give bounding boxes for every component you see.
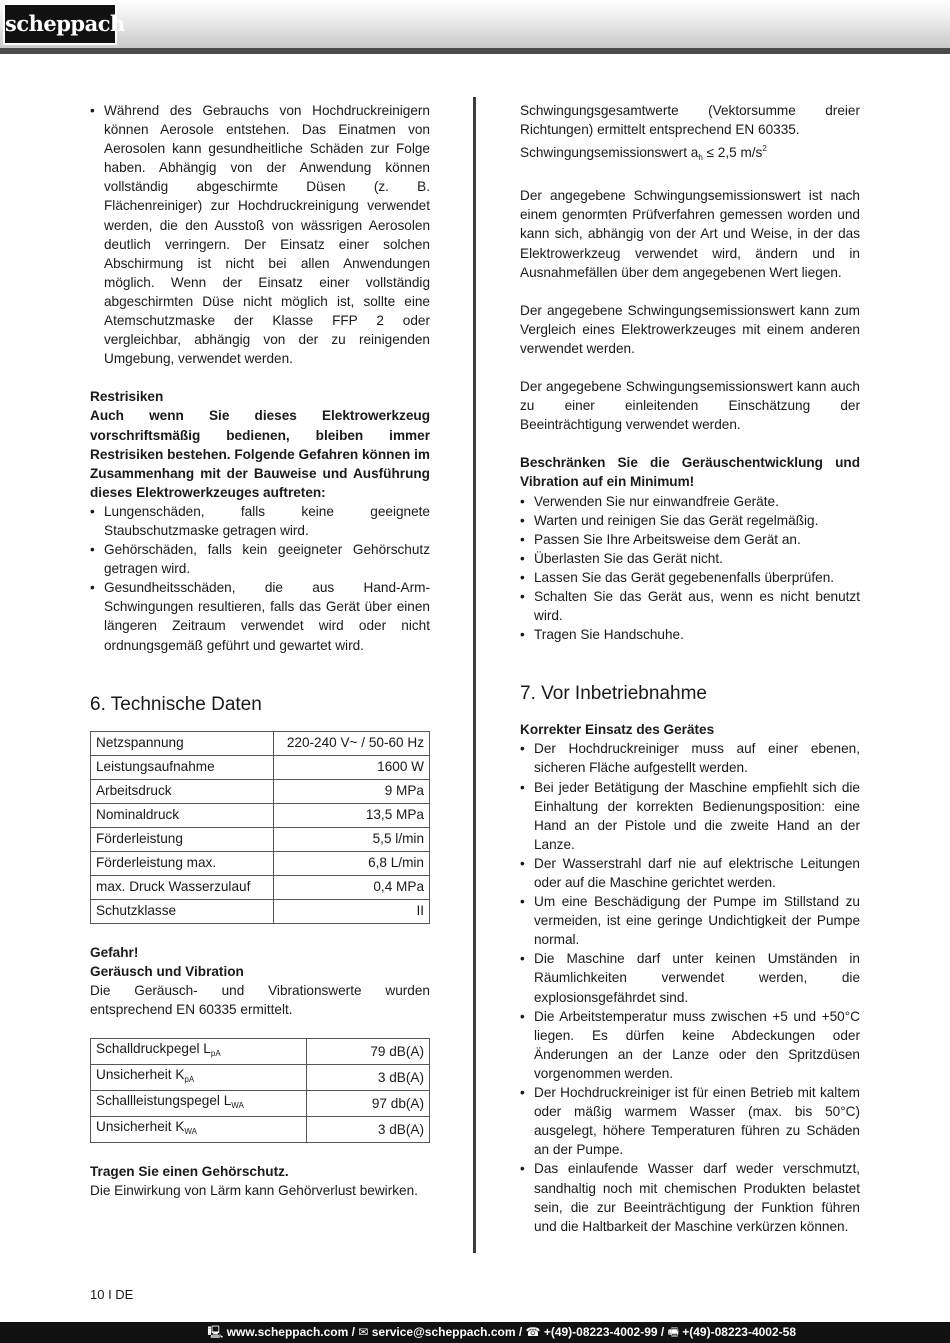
- table-cell-label: Schalldruckpegel $L_{pA}$: [91, 1039, 307, 1065]
- aerosol-list: [90, 101, 430, 368]
- table-cell-label: Leistungsaufnahme: [91, 755, 274, 779]
- table-cell-label: Förderleistung: [91, 827, 274, 851]
- list-item: • Tragen Sie Handschuhe.: [520, 625, 860, 644]
- fax-number: +(49)-08223-4002-58: [682, 1325, 796, 1339]
- table-cell-label: Förderleistung max.: [91, 851, 274, 875]
- table-cell-value: 79 dB(A): [307, 1039, 430, 1065]
- list-item: • Die Arbeitstemperatur muss zwischen +5 und +50°C liegen. Es dürfen keine Abdeckungen oder Änderungen an der Lanze oder den Spritzdüsen vorgenommen werden.: [520, 1007, 860, 1083]
- vibration-value: Schwingungsemissionswert $a_h \le 2,5$ $m/s^2$: [520, 144, 767, 163]
- table-cell-value: II: [274, 899, 430, 923]
- table-row: [91, 875, 430, 899]
- list-item: • Schalten Sie das Gerät aus, wenn es nicht benutzt wird.: [520, 587, 860, 625]
- table-cell-value: 1600 W: [274, 755, 430, 779]
- list-item: • Bei jeder Betätigung der Maschine empfiehlt sich die Einhaltung der korrekten Bedienungsposition: eine Hand an der Pistole und die zweite Hand an der Lanze.: [520, 778, 860, 854]
- header-bar: [0, 0, 950, 48]
- page-number: 10 I DE: [90, 1287, 134, 1302]
- technical-data-table: [90, 731, 430, 924]
- table-cell-label: Unsicherheit $K_{WA}$: [91, 1117, 307, 1143]
- list-item: • Passen Sie Ihre Arbeitsweise dem Gerät an.: [520, 530, 860, 549]
- correct-use-list: [520, 739, 860, 1235]
- restrisiken-list: [90, 502, 430, 655]
- table-cell-value: 13,5 MPa: [274, 803, 430, 827]
- table-cell-value: 6,8 L/min: [274, 851, 430, 875]
- section-7-title: 7. Vor Inbetriebnahme: [520, 683, 707, 705]
- table-cell-value: 3 dB(A): [307, 1117, 430, 1143]
- list-item: • Der Hochdruckreiniger ist für einen Betrieb mit kaltem oder mäßig warmem Wasser (max. bis 50°C) ausgelegt, höhere Temperaturen führen zu Schäden an der Pumpe.: [520, 1083, 860, 1159]
- vibration-paragraph: Der angegebene Schwingungsemissionswert kann zum Vergleich eines Elektrowerkzeuges mit einem anderen verwendet werden.: [520, 302, 860, 356]
- vibration-paragraph: Der angegebene Schwingungsemissionswert kann auch zu einer einleitenden Einschätzung der Beeinträchtigung verwendet werden.: [520, 379, 860, 433]
- table-cell-value: 5,5 l/min: [274, 827, 430, 851]
- table-cell-value: 3 dB(A): [307, 1065, 430, 1091]
- email-link[interactable]: service@scheppach.com /: [371, 1325, 523, 1339]
- column-divider: [473, 97, 476, 1253]
- footer-contact: [207, 1322, 796, 1343]
- table-row: [91, 779, 430, 803]
- noise-text: Die Geräusch- und Vibrationswerte wurden entsprechend EN 60335 ermittelt.: [90, 982, 430, 1017]
- brand-logo: scheppach: [3, 3, 117, 45]
- danger-label: Gefahr!: [90, 944, 139, 960]
- list-item: • Verwenden Sie nur einwandfreie Geräte.: [520, 492, 860, 511]
- table-cell-label: Arbeitsdruck: [91, 779, 274, 803]
- list-item: • Das einlaufende Wasser darf weder verschmutzt, sandhaltig noch mit chemischen Produkten belastet sein, die zur Beeinträchtigung der Funktion führen und die Haltbarkeit der Maschine verkürzen können.: [520, 1159, 860, 1235]
- table-row: [91, 827, 430, 851]
- list-item: • Lungenschäden, falls keine geeignete Staubschutzmaske getragen wird.: [90, 502, 430, 540]
- header-divider: [0, 48, 950, 54]
- table-cell-value: 97 db(A): [307, 1091, 430, 1117]
- table-row: [91, 1065, 430, 1091]
- correct-use-heading: Korrekter Einsatz des Gerätes: [520, 722, 715, 738]
- restrisiken-intro: Auch wenn Sie dieses Elektrowerkzeug vorschriftsmäßig bedienen, bleiben immer Restrisiken bestehen. Folgende Gefahren können im Zusammenhang mit der Bauweise und Ausführung dieses Elektrowerkzeuges auftreten:: [90, 408, 430, 500]
- table-row: [91, 803, 430, 827]
- table-row: [91, 899, 430, 923]
- hearing-heading: Tragen Sie einen Gehörschutz.: [90, 1164, 289, 1179]
- table-row: [91, 1039, 430, 1065]
- list-item: • Der Wasserstrahl darf nie auf elektrische Leitungen oder auf die Maschine gerichtet werden.: [520, 854, 860, 892]
- list-item: • Überlasten Sie das Gerät nicht.: [520, 549, 860, 568]
- table-cell-label: Netzspannung: [91, 731, 274, 755]
- table-row: [91, 1091, 430, 1117]
- table-row: [91, 755, 430, 779]
- phone-number: +(49)-08223-4002-99 /: [543, 1325, 665, 1339]
- table-row: [91, 1117, 430, 1143]
- fax-icon: 🖷: [667, 1325, 679, 1339]
- mail-icon: ✉: [358, 1325, 369, 1339]
- table-cell-label: Unsicherheit $K_{pA}$: [91, 1065, 307, 1091]
- hearing-text: Die Einwirkung von Lärm kann Gehörverlust bewirken.: [90, 1183, 418, 1199]
- table-cell-label: Schutzklasse: [91, 899, 274, 923]
- website-link[interactable]: www.scheppach.com /: [226, 1325, 355, 1339]
- table-cell-value: 220-240 V~ / 50-60 Hz: [274, 731, 430, 755]
- limit-list: [520, 492, 860, 645]
- vibration-paragraph: Der angegebene Schwingungsemissionswert ist nach einem genormten Prüfverfahren gemessen worden und kann sich, abhängig von der Art und Weise, in der das Elektrowerkzeug verwendet wird, ändern und in Ausnahmefällen über dem angegebenen Wert liegen.: [520, 188, 860, 280]
- table-row: [91, 851, 430, 875]
- table-row: [91, 731, 430, 755]
- table-cell-label: Nominaldruck: [91, 803, 274, 827]
- restrisiken-heading: Restrisiken: [90, 389, 164, 405]
- table-cell-label: max. Druck Wasserzulauf: [91, 875, 274, 899]
- phone-icon: ☎: [525, 1325, 541, 1339]
- computer-icon: 🖳: [207, 1325, 224, 1339]
- limit-heading: Beschränken Sie die Geräuschentwicklung und Vibration auf ein Minimum!: [520, 455, 860, 490]
- list-item: • Warten und reinigen Sie das Gerät regelmäßig.: [520, 511, 860, 530]
- list-item: • Lassen Sie das Gerät gegebenenfalls überprüfen.: [520, 568, 860, 587]
- list-item: • Gesundheitsschäden, die aus Hand-Arm- Schwingungen resultieren, falls das Gerät über einen längeren Zeitraum verwendet wird oder nicht ordnungsgemäß geführt und gewartet wird.: [90, 578, 430, 654]
- noise-table: [90, 1038, 430, 1143]
- table-cell-value: 0,4 MPa: [274, 875, 430, 899]
- list-item: • Während des Gebrauchs von Hochdruckreinigern können Aerosole entstehen. Das Einatmen von Aerosolen kann gesundheitliche Schäden zur Folge haben. Abhängig von der Anwendung können vollständig abgeschirmte Düsen (z. B. Flächenreiniger) zur Hochdruckreinigung verwendet werden, die den Ausstoß von wässrigen Aerosolen deutlich verringern. Der Einsatz einer solchen Abschirmung ist nicht bei allen Anwendungen möglich. Wenn der Einsatz einer vollständig abgeschirmten Düse nicht möglich ist, sollte eine Atemschutzmaske der Klasse FFP 2 oder vergleichbar, abhängig von der zu reinigenden Umgebung, verwendet werden.: [90, 101, 430, 368]
- table-cell-label: Schallleistungspegel $L_{WA}$: [91, 1091, 307, 1117]
- list-item: • Gehörschäden, falls kein geeigneter Gehörschutz getragen wird.: [90, 540, 430, 578]
- vibration-total-text: Schwingungsgesamtwerte (Vektorsumme dreier Richtungen) ermittelt entsprechend EN 60335.: [520, 103, 860, 138]
- list-item: • Die Maschine darf unter keinen Umständen in Räumlichkeiten verwendet werden, die explosionsgefährdet sind.: [520, 949, 860, 1006]
- section-6-title: 6. Technische Daten: [90, 693, 262, 715]
- list-item: • Um eine Beschädigung der Pumpe im Stillstand zu vermeiden, ist eine geringe Undichtigkeit der Pumpe normal.: [520, 892, 860, 949]
- noise-heading: Geräusch und Vibration: [90, 963, 244, 979]
- list-item: • Der Hochdruckreiniger muss auf einer ebenen, sicheren Fläche aufgestellt werden.: [520, 739, 860, 777]
- footer-bar: [0, 1322, 950, 1343]
- left-column: [90, 101, 430, 1200]
- right-column: [520, 101, 860, 1236]
- table-cell-value: 9 MPa: [274, 779, 430, 803]
